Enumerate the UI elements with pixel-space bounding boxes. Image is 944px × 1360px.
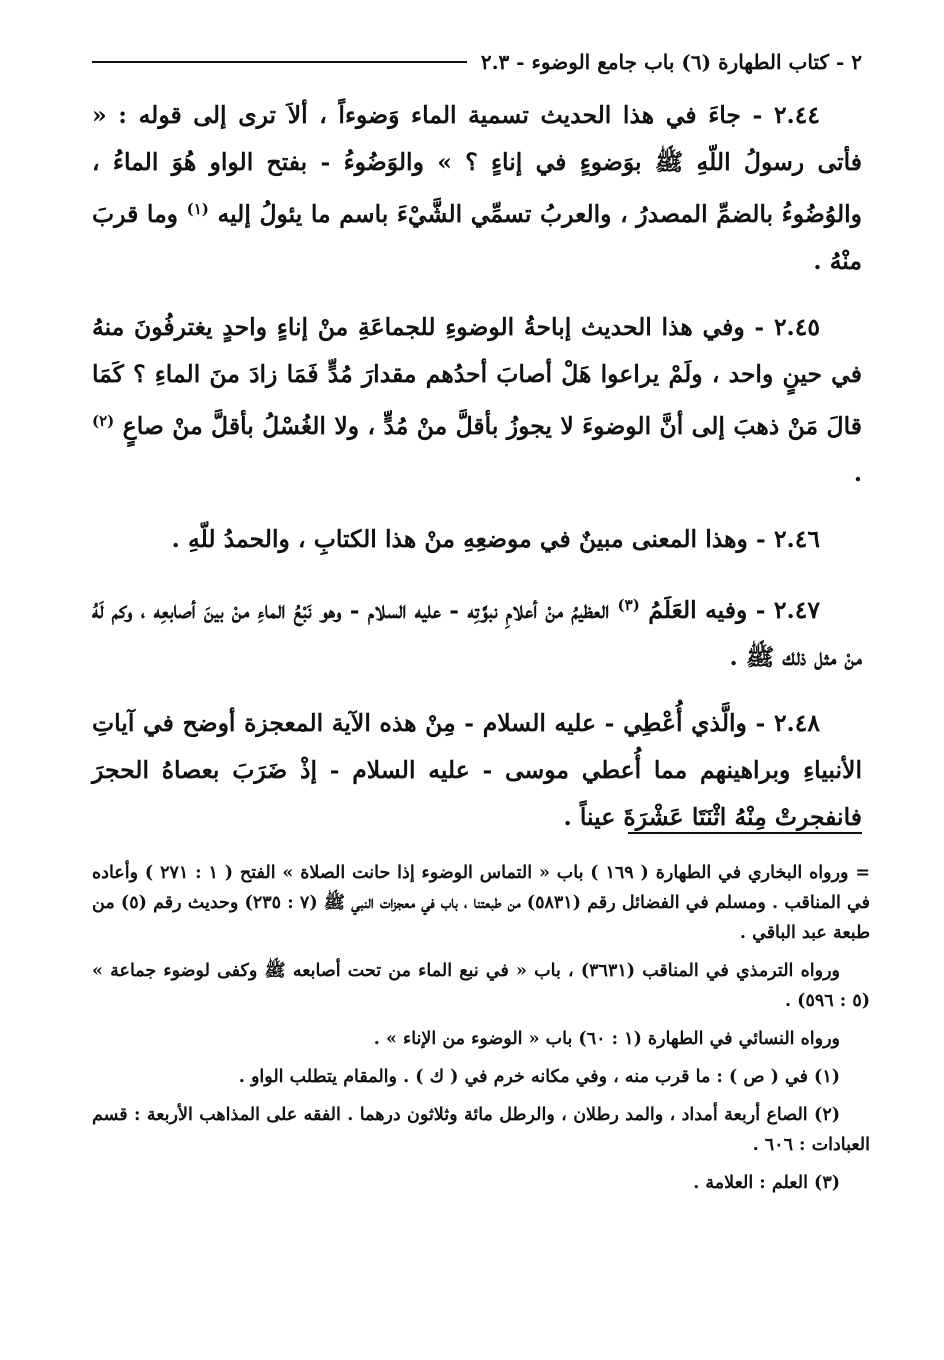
paragraph-text: - وهذا المعنى مبينٌ في موضعِهِ منْ هذا الكتابِ ، والحمدُ للّهِ . — [171, 525, 766, 553]
footnote-continuation-bukhari: = ورواه البخاري في الطهارة ( ١٦٩ ) باب « التماس الوضوء إذا حانت الصلاة » الفتح ( ١ : ٢٧١ ) وأعاده في المناقب . ومسلم في الفضائل رقم (٥٨٣١) من طبعتنا ، باب في معجزات النبي ﷺ (٧ : ٢٣٥) وحديث رقم (٥) من طبعة عبد الباقي . — [92, 863, 871, 943]
paragraph-number: ٢.٤٤ — [773, 101, 820, 129]
paragraph-text-after: وما قربَ منْهُ . — [92, 200, 862, 275]
paragraph-text-after: . — [853, 459, 862, 487]
footnote-separator — [628, 832, 862, 834]
paragraph-text: - وفيه العَلَمُ — [648, 596, 766, 624]
paragraph-text: - وفي هذا الحديث إباحةُ الوضوءِ للجماعَةِ منْ إناءٍ واحدٍ يغترفُونَ منهُ في حينٍ واحد ، ولَمْ يراعوا هَلْ أصابَ أحدُهم مقدارَ مُدٍّ فَمَا زادَ منَ الماءِ ؟ كَمَا قالَ مَنْ ذهبَ إلى أنَّ الوضوءَ لا يجوزُ بأقلَّ منْ مُدٍّ ، ولا الغُسْلُ بأقلَّ منْ صاعٍ — [92, 313, 862, 440]
paragraph-245 — [92, 304, 862, 497]
footnote-1: (١) في ( ص ) : ما قرب منه ، وفي مكانه خرم في ( ك ) . والمقام يتطلب الواو . — [238, 1067, 840, 1087]
footnote-2: (٢) الصاع أربعة أمداد ، والمد رطلان ، والرطل مائة وثلاثون درهما . الفقه على المذاهب الأربعة : قسم العبادات : ٦٠٦ . — [92, 1105, 870, 1155]
footnote-ref: (٢) — [92, 412, 115, 430]
footnote-ref: (٣) — [617, 596, 640, 614]
paragraph-text: - والَّذي أُعْطِي - عليه السلام - مِنْ هذه الآية المعجزة أوضح في آياتِ الأنبياءِ وبراهينهم مما أُعطي موسى - عليه السلام - إذْ ضَرَبَ بعصاهُ الحجرَ فانفجرتْ مِنْهُ اثْنَتَا عَشْرَةَ عيناً . — [92, 709, 862, 831]
paragraph-244 — [92, 92, 862, 285]
footnote-3: (٣) العلم : العلامة . — [693, 1173, 840, 1193]
main-text — [92, 92, 862, 860]
paragraph-text: - جاءَ في هذا الحديث تسمية الماء وَضوءاً ، ألاَ ترى إلى قوله : « فأتى رسولُ اللّهِ ﷺ بوَضوءٍ في إناءٍ ؟ » والوَضُوءُ - بفتح الواو هُوَ الماءُ ، والوُضُوءُ بالضمِّ المصدرُ ، والعربُ تسمِّي الشَّيْءَ باسم ما يئولُ إليه — [92, 101, 862, 228]
header-title: ٢ - كتاب الطهارة (٦) باب جامع الوضوء - ٢.٣ — [480, 50, 862, 74]
paragraph-number: ٢.٤٨ — [773, 709, 820, 737]
paragraph-text-after: العظيمُ منْ أعلامِ نبوَّتِه - عليه السلام - وهو نَبْعُ الماءِ منْ بينَ أصابعِه ، وكم لَهُ منْ مثل ذلك ﷺ . — [92, 596, 862, 671]
footnote-ref: (١) — [186, 200, 209, 218]
paragraph-number: ٢.٤٥ — [773, 313, 820, 341]
footnote-continuation-tirmidhi: ورواه الترمذي في المناقب (٣٦٣١) ، باب « في نبع الماء من تحت أصابعه ﷺ وكفى لوضوء جماعة » (٥ : ٥٩٦) . — [92, 961, 870, 1011]
running-header — [92, 42, 862, 82]
paragraph-247 — [92, 582, 862, 681]
paragraph-246 — [92, 516, 862, 563]
footnote-continuation-nasai: ورواه النسائي في الطهارة (١ : ٦٠) باب « الوضوء من الإناء » . — [373, 1029, 840, 1049]
paragraph-number: ٢.٤٦ — [773, 525, 820, 553]
footnotes — [92, 858, 870, 1206]
paragraph-number: ٢.٤٧ — [773, 596, 820, 624]
header-rule — [92, 61, 467, 63]
paragraph-248 — [92, 700, 862, 841]
